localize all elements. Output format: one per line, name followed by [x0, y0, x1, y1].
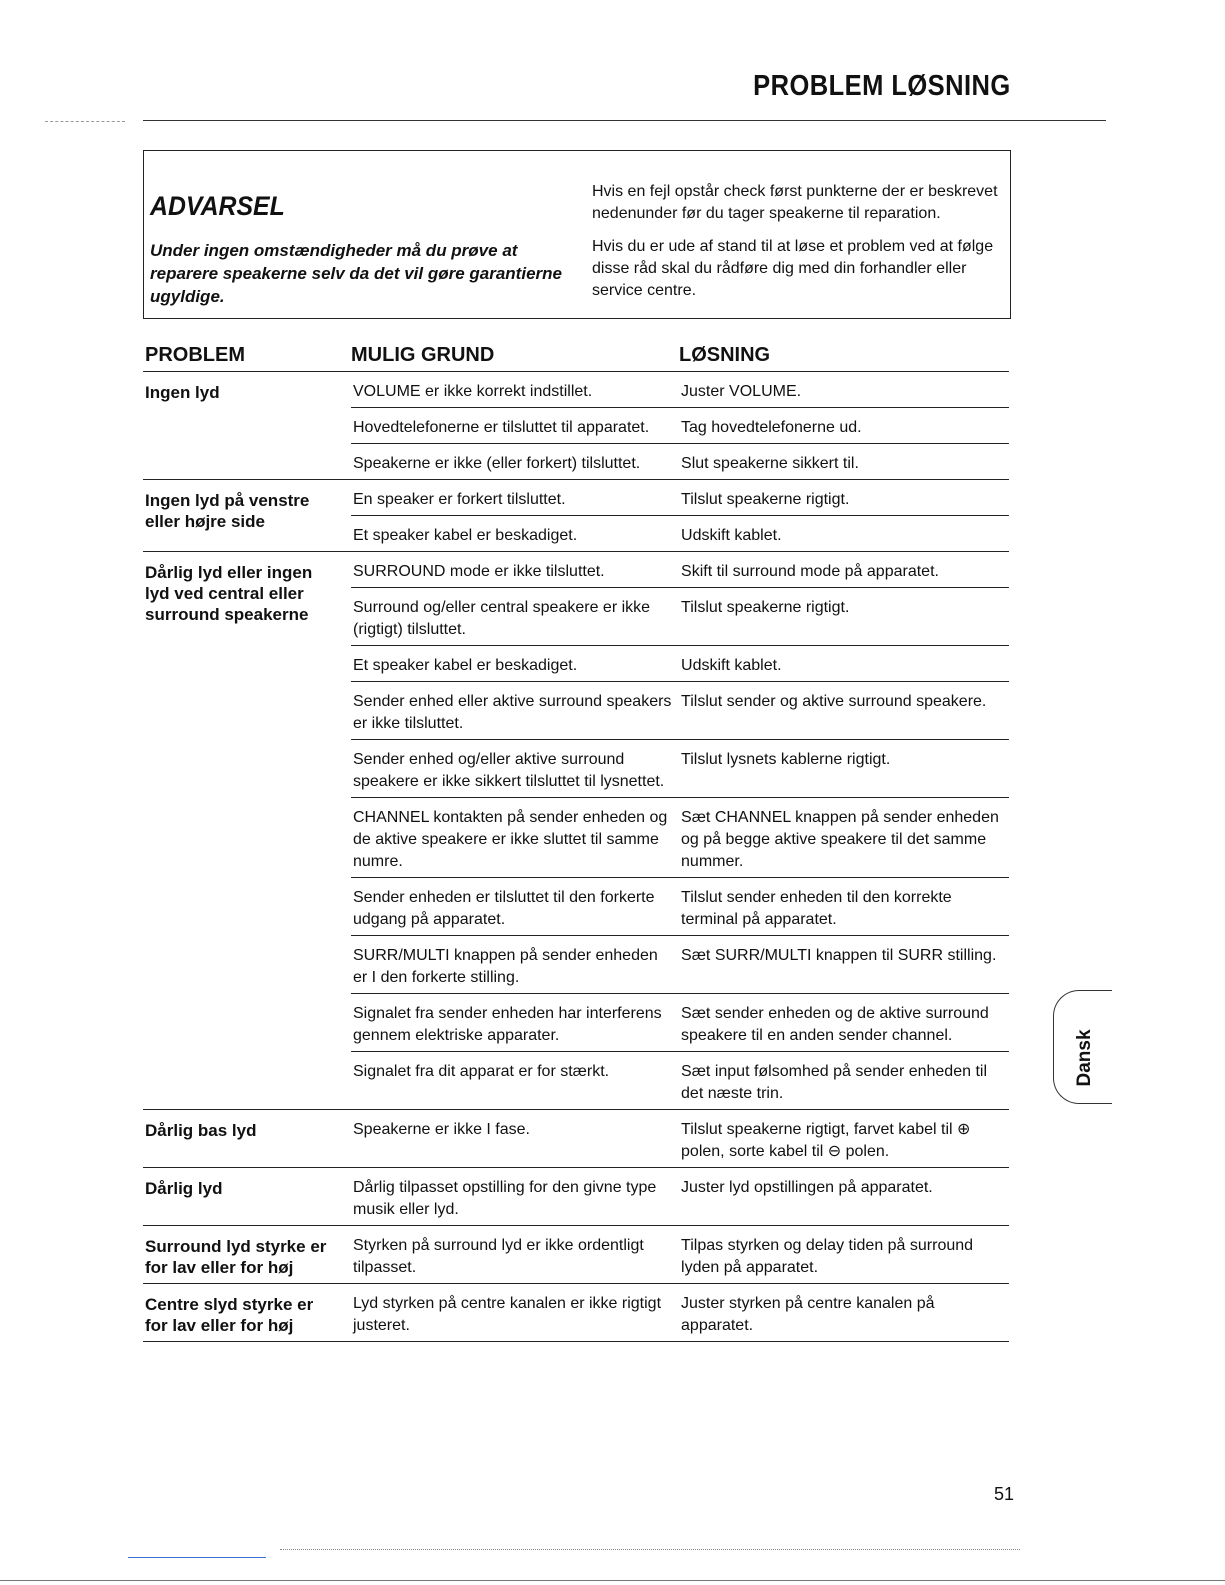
table-row — [351, 1226, 1009, 1283]
table-row — [351, 740, 1009, 798]
table-header — [143, 344, 1009, 374]
footer-mark — [128, 1557, 266, 1558]
table-row — [351, 798, 1009, 878]
table-row — [351, 588, 1009, 646]
cause-cell: Signalet fra dit apparat er for stærkt. — [353, 1063, 610, 1080]
footer-divider — [0, 1580, 1225, 1581]
table-row — [351, 1110, 1009, 1167]
table-row — [351, 1284, 1009, 1341]
solution-cell: Tilslut speakerne rigtigt. — [681, 491, 850, 508]
solution-cell: Sæt sender enheden og de aktive surround speakere til en anden sender channel. — [681, 1005, 989, 1044]
problem-label: Ingen lyd — [145, 383, 220, 402]
table-row — [351, 480, 1009, 516]
solution-cell: Udskift kablet. — [681, 657, 782, 674]
solution-cell: Slut speakerne sikkert til. — [681, 455, 859, 472]
problem-label: Centre slyd styrke er for lav eller for høj — [145, 1295, 314, 1335]
warning-info — [592, 181, 1007, 313]
cause-cell: Dårlig tilpasset opstilling for den givne type musik eller lyd. — [353, 1179, 657, 1218]
solution-cell: Tilslut sender enheden til den korrekte terminal på apparatet. — [681, 889, 952, 928]
header-divider-left — [45, 121, 125, 122]
cause-cell: Hovedtelefonerne er tilsluttet til apparatet. — [353, 419, 650, 436]
troubleshooting-table — [143, 371, 1009, 1342]
table-row — [351, 994, 1009, 1052]
solution-cell: Juster VOLUME. — [681, 383, 802, 400]
table-row — [351, 936, 1009, 994]
problem-group — [143, 1168, 1009, 1226]
table-row — [351, 372, 1009, 408]
warning-info-1: Hvis en fejl opstår check først punkterne der er beskrevet nedenunder før du tager speakerne til reparation. — [592, 183, 998, 222]
table-row — [351, 552, 1009, 588]
solution-cell: Sæt input følsomhed på sender enheden til det næste trin. — [681, 1063, 987, 1102]
problem-label: Ingen lyd på venstre eller højre side — [145, 491, 310, 531]
table-row — [351, 646, 1009, 682]
problem-group — [143, 1284, 1009, 1342]
solution-cell: Tilpas styrken og delay tiden på surround lyden på apparatet. — [681, 1237, 974, 1276]
solution-cell: Sæt SURR/MULTI knappen til SURR stilling. — [681, 947, 997, 964]
solution-cell: Tilslut speakerne rigtigt, farvet kabel til ⊕ polen, sorte kabel til ⊖ polen. — [681, 1121, 971, 1160]
table-row — [351, 408, 1009, 444]
problem-label: Dårlig bas lyd — [145, 1121, 257, 1140]
solution-cell: Tilslut speakerne rigtigt. — [681, 599, 850, 616]
column-header-problem: PROBLEM — [145, 344, 245, 366]
header-divider — [143, 120, 1106, 121]
solution-cell: Juster styrken på centre kanalen på apparatet. — [681, 1295, 935, 1334]
problem-label: Dårlig lyd eller ingen lyd ved central eller surround speakerne — [145, 563, 313, 624]
cause-cell: SURROUND mode er ikke tilsluttet. — [353, 563, 605, 580]
cause-cell: Sender enhed og/eller aktive surround speakere er ikke sikkert tilsluttet til lysnettet. — [353, 751, 665, 790]
cause-cell: VOLUME er ikke korrekt indstillet. — [353, 383, 593, 400]
cause-cell: Et speaker kabel er beskadiget. — [353, 527, 578, 544]
cause-cell: Signalet fra sender enheden har interferens gennem elektriske apparater. — [353, 1005, 662, 1044]
problem-label: Surround lyd styrke er for lav eller for høj — [145, 1237, 327, 1277]
cause-cell: Surround og/eller central speakere er ikke (rigtigt) tilsluttet. — [353, 599, 651, 638]
solution-cell: Tilslut lysnets kablerne rigtigt. — [681, 751, 891, 768]
problem-group — [143, 372, 1009, 480]
problem-group — [143, 480, 1009, 552]
solution-cell: Tilslut sender og aktive surround speakere. — [681, 693, 987, 710]
cause-cell: SURR/MULTI knappen på sender enheden er I den forkerte stilling. — [353, 947, 658, 986]
solution-cell: Sæt CHANNEL knappen på sender enheden og på begge aktive speakere til det samme nummer. — [681, 809, 999, 870]
cause-cell: Sender enhed eller aktive surround speakers er ikke tilsluttet. — [353, 693, 672, 732]
problem-group — [143, 1226, 1009, 1284]
cause-cell: Et speaker kabel er beskadiget. — [353, 657, 578, 674]
warning-text: Under ingen omstændigheder må du prøve at reparere speakerne selv da det vil gøre garantierne ugyldige. — [150, 241, 562, 306]
cause-cell: Speakerne er ikke I fase. — [353, 1121, 530, 1138]
cause-cell: En speaker er forkert tilsluttet. — [353, 491, 566, 508]
table-row — [351, 1052, 1009, 1109]
cause-cell: Sender enheden er tilsluttet til den forkerte udgang på apparatet. — [353, 889, 655, 928]
problem-group — [143, 552, 1009, 1110]
column-header-cause: MULIG GRUND — [351, 344, 495, 366]
footer-artifacts — [280, 1549, 1020, 1550]
language-tab — [1053, 990, 1112, 1104]
problem-label: Dårlig lyd — [145, 1179, 223, 1198]
warning-box — [143, 150, 1011, 319]
table-row — [351, 444, 1009, 479]
problem-group — [143, 1110, 1009, 1168]
solution-cell: Skift til surround mode på apparatet. — [681, 563, 939, 580]
cause-cell: CHANNEL kontakten på sender enheden og de aktive speakere er ikke sluttet til samme numre. — [353, 809, 668, 870]
solution-cell: Tag hovedtelefonerne ud. — [681, 419, 862, 436]
table-row — [351, 682, 1009, 740]
solution-cell: Udskift kablet. — [681, 527, 782, 544]
table-row — [351, 878, 1009, 936]
page-number: 51 — [994, 1484, 1015, 1504]
cause-cell: Styrken på surround lyd er ikke ordentligt tilpasset. — [353, 1237, 644, 1276]
solution-cell: Juster lyd opstillingen på apparatet. — [681, 1179, 933, 1196]
language-tab-label: Dansk — [1074, 1029, 1095, 1087]
warning-info-2: Hvis du er ude af stand til at løse et problem ved at følge disse råd skal du rådføre dig med din forhandler eller service centre. — [592, 238, 994, 299]
column-header-solution: LØSNING — [679, 344, 771, 366]
page-title: PROBLEM LØSNING — [753, 70, 1011, 102]
cause-cell: Speakerne er ikke (eller forkert) tilsluttet. — [353, 455, 641, 472]
table-row — [351, 516, 1009, 551]
cause-cell: Lyd styrken på centre kanalen er ikke rigtigt justeret. — [353, 1295, 662, 1334]
warning-title: ADVARSEL — [150, 191, 285, 221]
table-row — [351, 1168, 1009, 1225]
